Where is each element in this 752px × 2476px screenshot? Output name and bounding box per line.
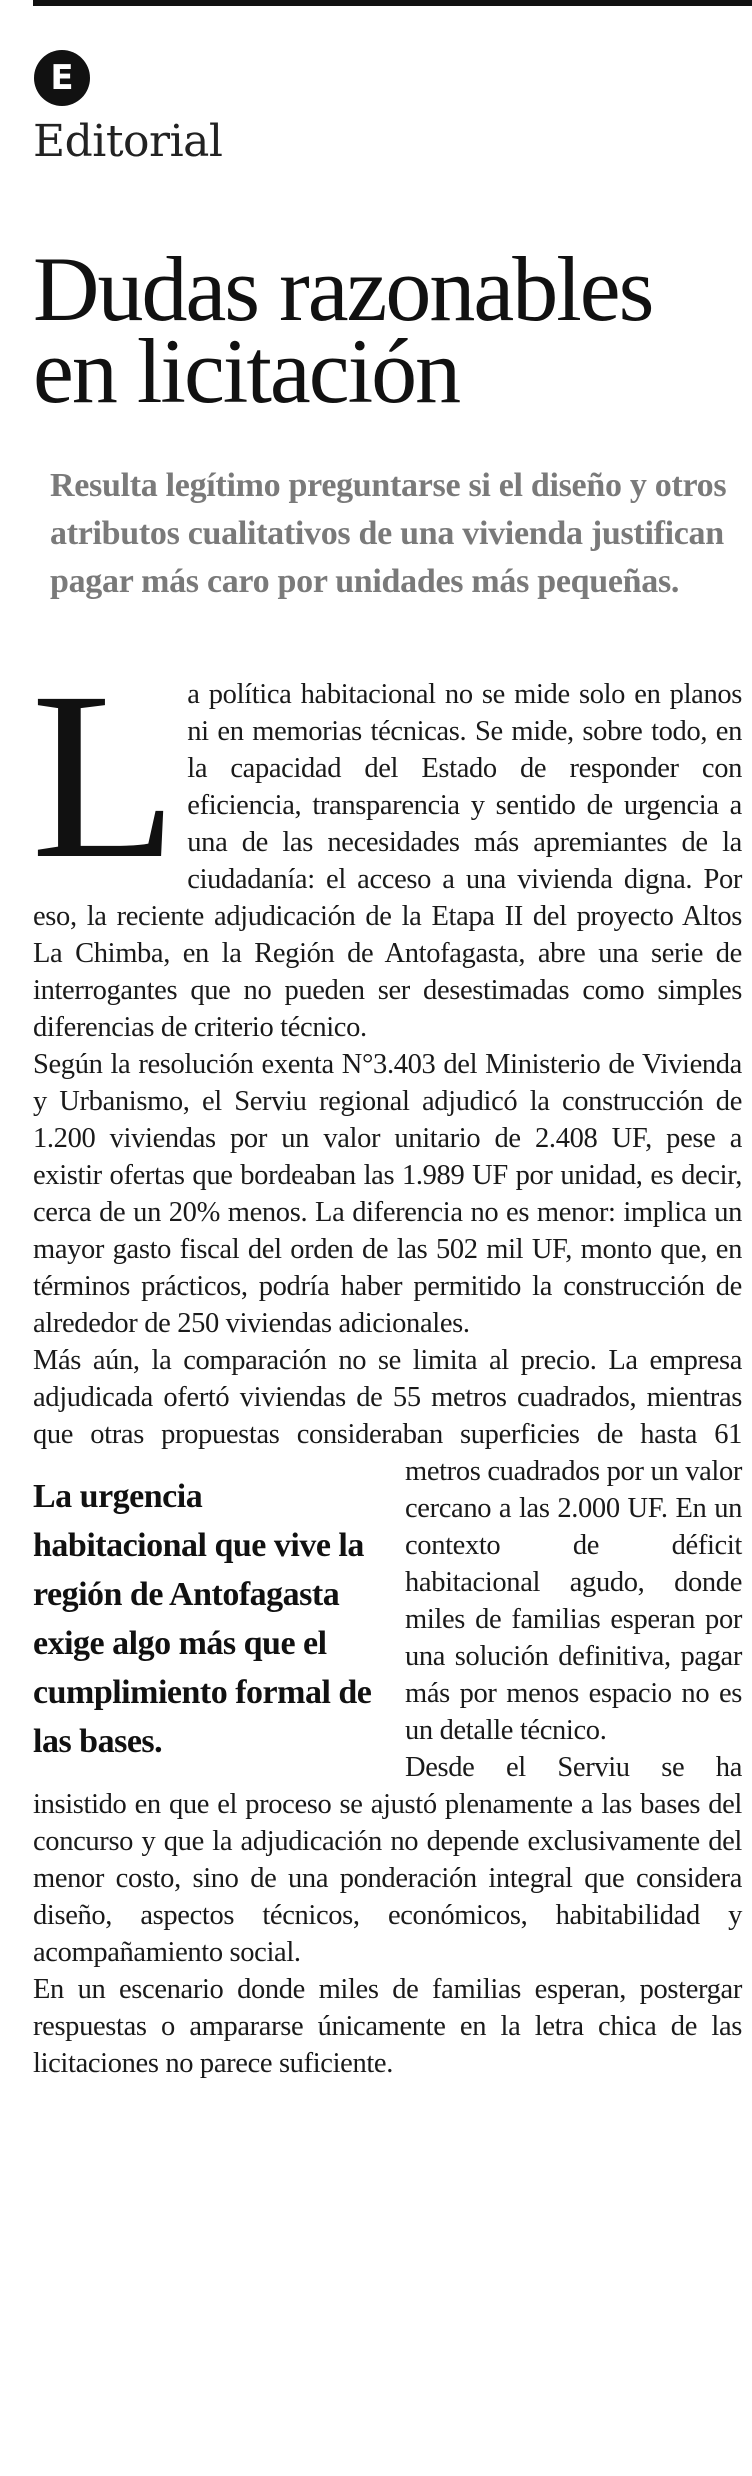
section-label: Editorial <box>33 116 223 167</box>
top-rule <box>33 0 752 6</box>
article-body <box>31 642 742 2082</box>
pull-quote: La urgencia habitacional que vive la región de Antofagasta exige algo más que el cumplimiento formal de las bases. <box>33 1478 372 1760</box>
article-title: Dudas razonables en licitación <box>33 238 653 422</box>
paragraph-5: En un escenario donde miles de familias esperan, postergar respuestas o ampararse únicamente en la letra chica de las licitaciones no parece suficiente. <box>33 1974 742 2079</box>
drop-cap: L <box>31 642 178 908</box>
paragraph-1-text: a política habitacional no se mide solo en planos ni en memorias técnicas. Se mide, sobre todo, en la capacidad del Estado de responder con eficiencia, transparencia y sentido de urgencia a una de las necesidades más apremiantes de la ciudadanía: el acceso a una vivienda digna. Por eso, la reciente adjudicación de la Etapa II del proyecto Altos La Chimba, en la Región de Antofagasta, abre una serie de interrogantes que no pueden ser desestimadas como simples diferencias de criterio técnico. <box>33 679 742 1043</box>
paragraph-3: Más aún, la comparación no se limita al precio. La empresa adjudicada ofertó viviendas de 55 metros cuadrados, mientras que otras propuestas consideraban superficies de hasta 61 metros cuadrados por un valor cercano a las 2.000 UF. En un contexto de déficit habitacional agudo, donde miles de familias esperan por una solución definitiva, pagar más por menos espacio no es un detalle técnico. <box>33 1345 742 1746</box>
badge-letter: E <box>50 58 74 98</box>
editorial-badge <box>34 50 90 106</box>
paragraph-2: Según la resolución exenta N°3.403 del Ministerio de Vivienda y Urbanismo, el Serviu regional adjudicó la construcción de 1.200 viviendas por un valor unitario de 2.408 UF, pese a existir ofertas que bordeaban las 1.989 UF por unidad, es decir, cerca de un 20% menos. La diferencia no es menor: implica un mayor gasto fiscal del orden de las 502 mil UF, monto que, en términos prácticos, podría haber permitido la construcción de alrededor de 250 viviendas adicionales. <box>33 1049 742 1339</box>
paragraph-4: Desde el Serviu se ha insistido en que el proceso se ajustó plenamente a las bases del concurso y que la adjudicación no depende exclusivamente del menor costo, sino de una ponderación integral que considera diseño, aspectos técnicos, económicos, habitabilidad y acompañamiento social. <box>33 1752 742 1968</box>
article-lead: Resulta legítimo preguntarse si el diseño y otros atributos cualitativos de una vivienda justifican pagar más caro por unidades más pequeñas. <box>50 467 727 600</box>
paragraph-1 <box>31 642 742 1046</box>
